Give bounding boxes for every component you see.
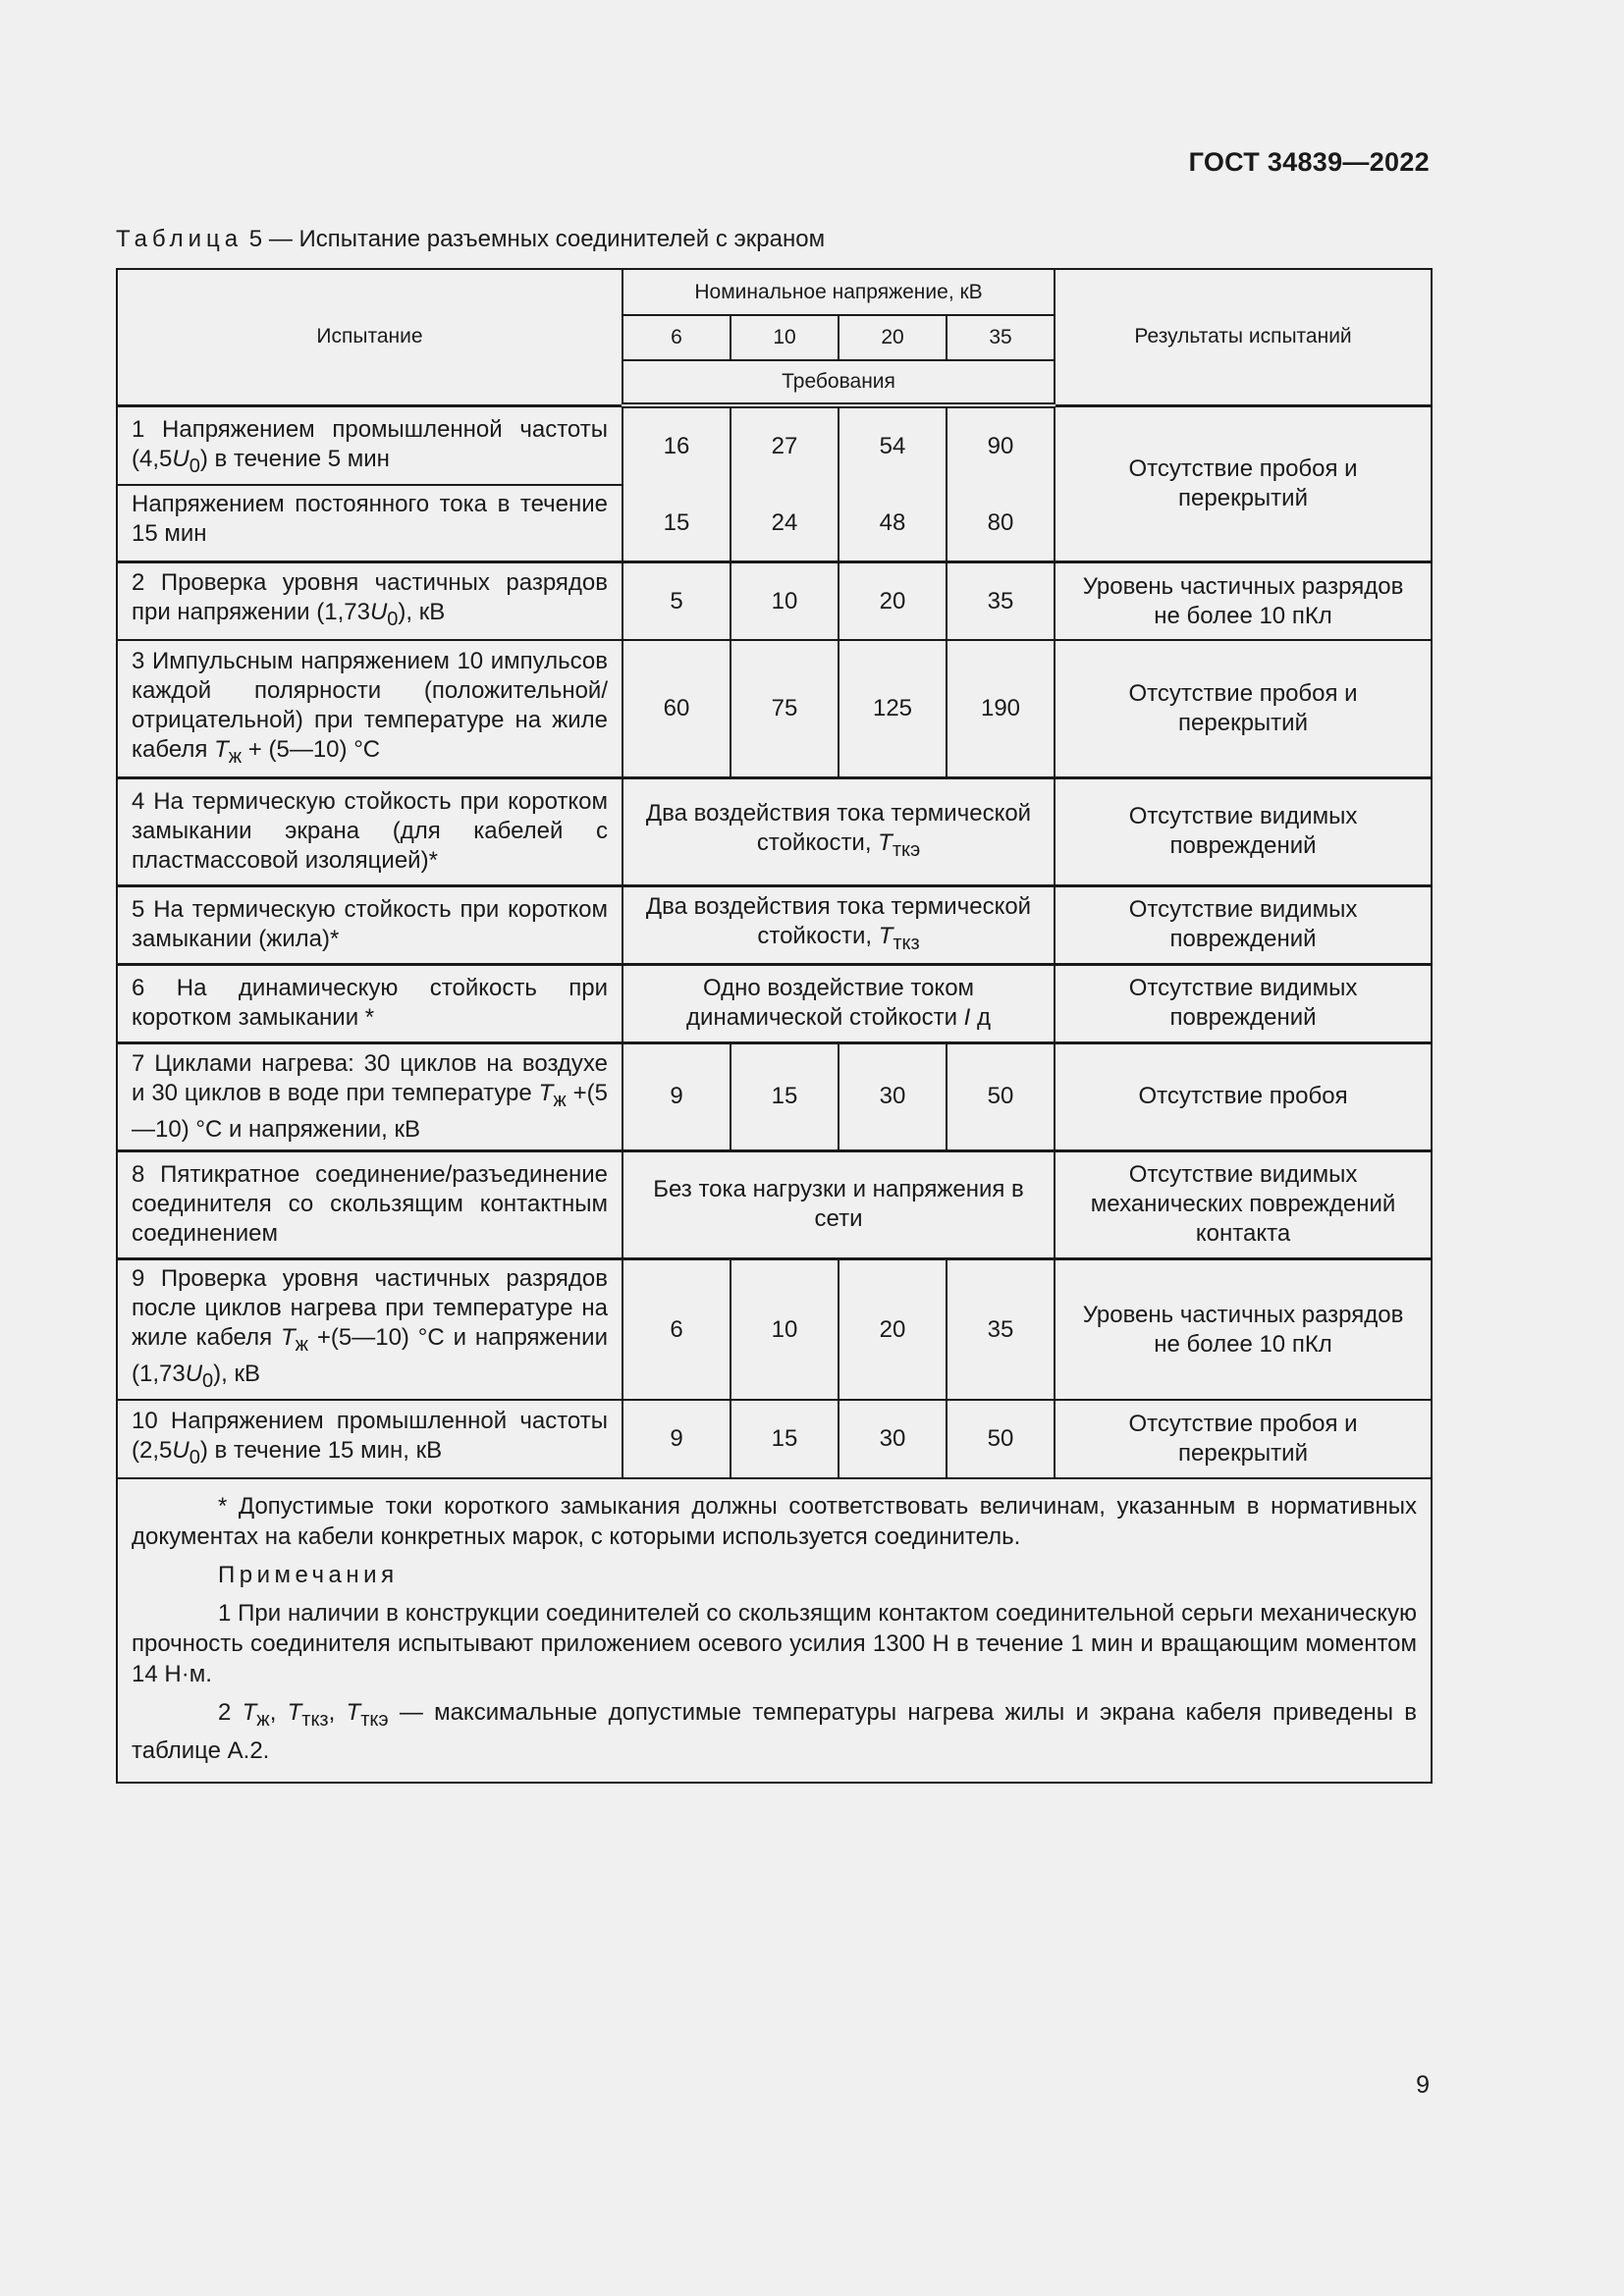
- header-voltage-20: 20: [839, 315, 947, 360]
- row9-name: 9 Проверка уровня частичных разрядов после циклов нагрева при температуре на жиле кабеля $T_ж$ +(5—10) °С и напряжении $(1,73U_0)$, кВ: [117, 1258, 623, 1400]
- test-table-container: [116, 268, 1431, 1784]
- notes-title: Примечания: [218, 1562, 399, 1589]
- table-row: [117, 1400, 1432, 1478]
- table-caption-title: — Испытание разъемных соединителей с экраном: [268, 226, 826, 252]
- row10-result: Отсутствие пробоя и перекрытий: [1055, 1400, 1432, 1478]
- row4-name: 4 На термическую стойкость при коротком замыкании экрана (для кабелей с пластмассовой изоляцией)*: [117, 777, 623, 885]
- row1-value-b-6: 15: [623, 485, 731, 561]
- row10-value-6: 9: [623, 1400, 731, 1478]
- row7-result: Отсутствие пробоя: [1055, 1042, 1432, 1150]
- row2-value-10: 10: [731, 561, 839, 640]
- row2-name: 2 Проверка уровня частичных разрядов при напряжении $(1,73U_0)$, кВ: [117, 561, 623, 640]
- row1-value-a-10: 27: [731, 405, 839, 485]
- row9-value-6: 6: [623, 1258, 731, 1400]
- row9-value-10: 10: [731, 1258, 839, 1400]
- table-row: [117, 1150, 1432, 1258]
- row1-value-a-6: 16: [623, 405, 731, 485]
- row7-value-10: 15: [731, 1042, 839, 1150]
- row1-value-b-20: 48: [839, 485, 947, 561]
- row9-result: Уровень частичных разрядов не более 10 пКл: [1055, 1258, 1432, 1400]
- row3-result: Отсутствие пробоя и перекрытий: [1055, 640, 1432, 777]
- row10-name: 10 Напряжением промышленной частоты $(2,5U_0)$ в течение 15 мин, кВ: [117, 1400, 623, 1478]
- row10-value-20: 30: [839, 1400, 947, 1478]
- table-footer: [117, 1478, 1432, 1783]
- row3-value-20: 125: [839, 640, 947, 777]
- row2-value-20: 20: [839, 561, 947, 640]
- row1-value-a-35: 90: [947, 405, 1055, 485]
- table-row: [117, 1042, 1432, 1150]
- row1-result: Отсутствие пробоя и перекрытий: [1055, 405, 1432, 561]
- row10-value-35: 50: [947, 1400, 1055, 1478]
- footnote: * Допустимые токи короткого замыкания должны соответствовать величинам, указанным в нормативных документах на кабели конкретных марок, с которыми используется соединитель.: [132, 1493, 1418, 1551]
- row1-value-a-20: 54: [839, 405, 947, 485]
- document-code: ГОСТ 34839—2022: [1188, 147, 1430, 177]
- row2-value-35: 35: [947, 561, 1055, 640]
- row7-value-35: 50: [947, 1042, 1055, 1150]
- table-caption-number: 5: [248, 226, 263, 252]
- page-number: 9: [1416, 2071, 1430, 2099]
- row5-name: 5 На термическую стойкость при коротком замыкании (жила)*: [117, 885, 623, 964]
- row9-value-20: 20: [839, 1258, 947, 1400]
- table-caption: [116, 226, 825, 253]
- row3-value-35: 190: [947, 640, 1055, 777]
- table-caption-label: Таблица: [116, 226, 244, 252]
- row7-name: 7 Циклами нагрева: 30 циклов на воздухе и 30 циклов в воде при температуре $T_ж$ +(5—10) °С и напряжении, кВ: [117, 1042, 623, 1150]
- table-row: [117, 1258, 1432, 1400]
- row2-value-6: 5: [623, 561, 731, 640]
- table-row: [117, 964, 1432, 1042]
- test-table: [116, 268, 1433, 1784]
- row3-value-6: 60: [623, 640, 731, 777]
- row2-result: Уровень частичных разрядов не более 10 пКл: [1055, 561, 1432, 640]
- header-results: Результаты испытаний: [1055, 269, 1432, 405]
- header-voltage-10: 10: [731, 315, 839, 360]
- note-1: 1 При наличии в конструкции соединителей со скользящим контактом соединительной серьги механическую прочность соединителя испытывают приложением осевого усилия 1300 Н в течение 1 мин и вращающим моментом 14 Н·м.: [132, 1600, 1418, 1688]
- header-test: Испытание: [117, 269, 623, 405]
- table-row: [117, 561, 1432, 640]
- row4-requirement: Два воздействия тока термической стойкости, $T_{ткэ}$: [623, 777, 1055, 885]
- row8-name: 8 Пятикратное соединение/разъединение соединителя со скользящим контактным соединением: [117, 1150, 623, 1258]
- note-2: 2 $T_ж$, $T_{ткз}$, $T_{ткэ}$ — максимальные допустимые температуры нагрева жилы и экрана кабеля приведены в таблице А.2.: [132, 1699, 1418, 1765]
- row6-result: Отсутствие видимых повреждений: [1055, 964, 1432, 1042]
- row5-result: Отсутствие видимых повреждений: [1055, 885, 1432, 964]
- row1-value-b-35: 80: [947, 485, 1055, 561]
- table-footer-row: [117, 1478, 1432, 1783]
- table-row: [117, 777, 1432, 885]
- table-row: [117, 405, 1432, 485]
- row10-value-10: 15: [731, 1400, 839, 1478]
- row7-value-6: 9: [623, 1042, 731, 1150]
- header-voltage-group: Номинальное напряжение, кВ: [623, 269, 1055, 315]
- row8-requirement: Без тока нагрузки и напряжения в сети: [623, 1150, 1055, 1258]
- row1-name-b: Напряжением постоянного тока в течение 15 мин: [117, 485, 623, 561]
- row1-value-b-10: 24: [731, 485, 839, 561]
- row5-requirement: Два воздействия тока термической стойкости, $T_{ткз}$: [623, 885, 1055, 964]
- header-requirements: Требования: [623, 360, 1055, 405]
- row4-result: Отсутствие видимых повреждений: [1055, 777, 1432, 885]
- row6-name: 6 На динамическую стойкость при коротком замыкании *: [117, 964, 623, 1042]
- row1-name-a: 1 Напряжением промышленной частоты $(4,5U_0)$ в течение 5 мин: [117, 405, 623, 485]
- row8-result: Отсутствие видимых механических повреждений контакта: [1055, 1150, 1432, 1258]
- row3-name: 3 Импульсным напряжением 10 импульсов каждой полярности (положительной/отрицательной) при температуре на жиле кабеля $T_ж$ + (5—10) °С: [117, 640, 623, 777]
- table-row: [117, 885, 1432, 964]
- row9-value-35: 35: [947, 1258, 1055, 1400]
- header-voltage-35: 35: [947, 315, 1055, 360]
- header-voltage-6: 6: [623, 315, 731, 360]
- row7-value-20: 30: [839, 1042, 947, 1150]
- table-row: [117, 640, 1432, 777]
- row6-requirement: Одно воздействие током динамической стойкости I д: [623, 964, 1055, 1042]
- row3-value-10: 75: [731, 640, 839, 777]
